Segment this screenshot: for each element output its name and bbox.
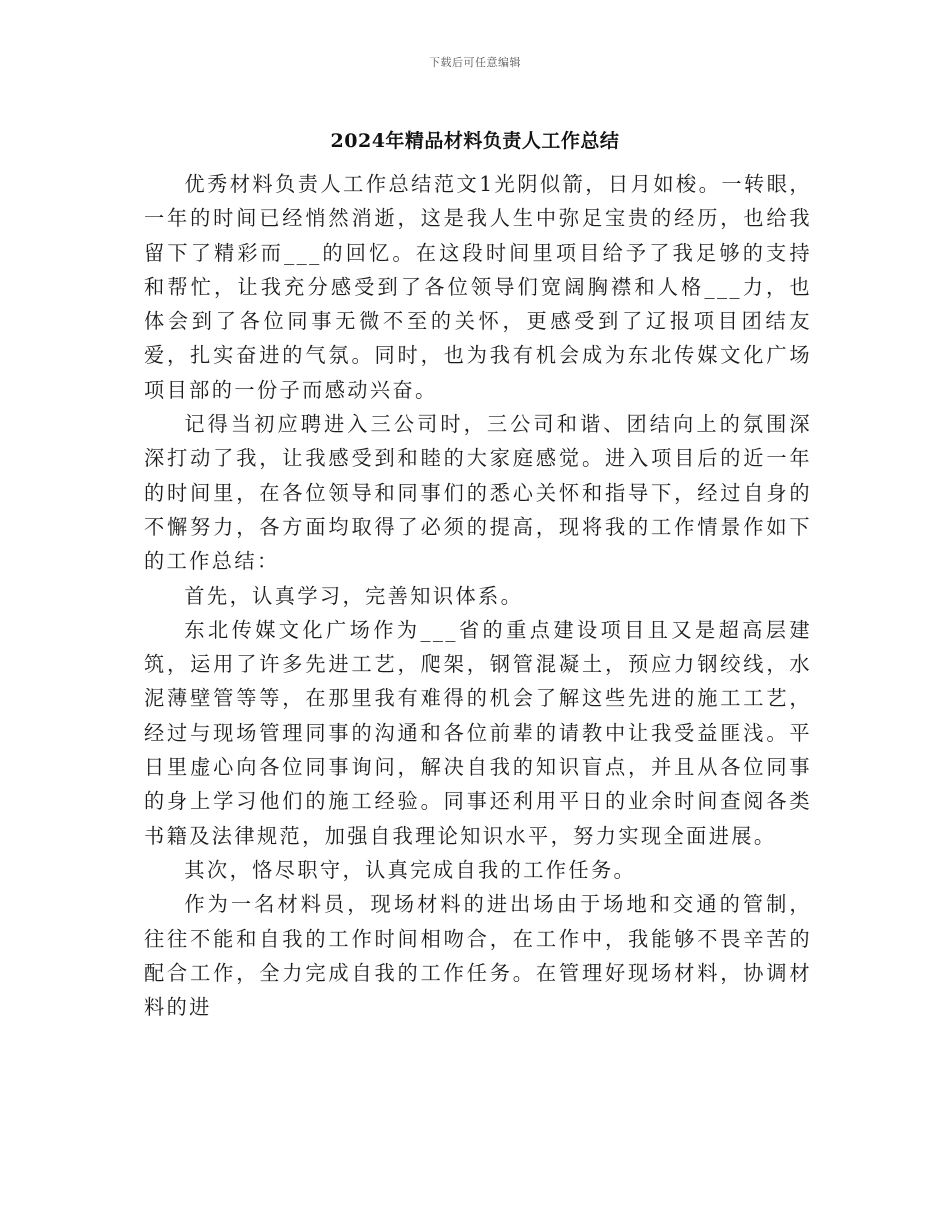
section-heading: 其次，恪尽职守，认真完成自我的工作任务。: [184, 857, 637, 882]
document-body: [144, 167, 812, 1024]
paragraph: 优秀材料负责人工作总结范文1光阴似箭，日月如梭。一转眼，一年的时间已经悄然消逝，这是我人生中弥足宝贵的经历，也给我留下了精彩而___的回忆。在这段时间里项目给予了我足够的支持和帮忙，让我充分感受到了各位领导们宽阔胸襟和人格___力，也体会到了各位同事无微不至的关怀，更感受到了辽报项目团结友爱，扎实奋进的气氛。同时，也为我有机会成为东北传媒文化广场项目部的一份子而感动兴奋。: [144, 172, 812, 402]
paragraph: 东北传媒文化广场作为___省的重点建设项目且又是超高层建筑，运用了许多先进工艺，爬架，钢管混凝土，预应力钢绞线，水泥薄壁管等等，在那里我有难得的机会了解这些先进的施工工艺，经过与现场管理同事的沟通和各位前辈的请教中让我受益匪浅。平日里虚心向各位同事询问，解决自我的知识盲点，并且从各位同事的身上学习他们的施工经验。同事还利用平日的业余时间查阅各类书籍及法律规范，加强自我理论知识水平，努力实现全面进展。: [144, 617, 812, 848]
paragraph: 记得当初应聘进入三公司时，三公司和谐、团结向上的氛围深深打动了我，让我感受到和睦的大家庭感觉。进入项目后的近一年的时间里，在各位领导和同事们的悉心关怀和指导下，经过自身的不懈努力，各方面均取得了必须的提高，现将我的工作情景作如下的工作总结：: [144, 412, 812, 574]
document-title: 2024年精品材料负责人工作总结: [330, 130, 620, 152]
section-heading: 首先，认真学习，完善知识体系。: [184, 583, 524, 608]
paragraph: 作为一名材料员，现场材料的进出场由于场地和交通的管制，往往不能和自我的工作时间相吻合，在工作中，我能够不畏辛苦的配合工作，全力完成自我的工作任务。在管理好现场材料，协调材料的进: [144, 892, 812, 1020]
header-note: 下载后可任意编辑: [429, 56, 521, 69]
